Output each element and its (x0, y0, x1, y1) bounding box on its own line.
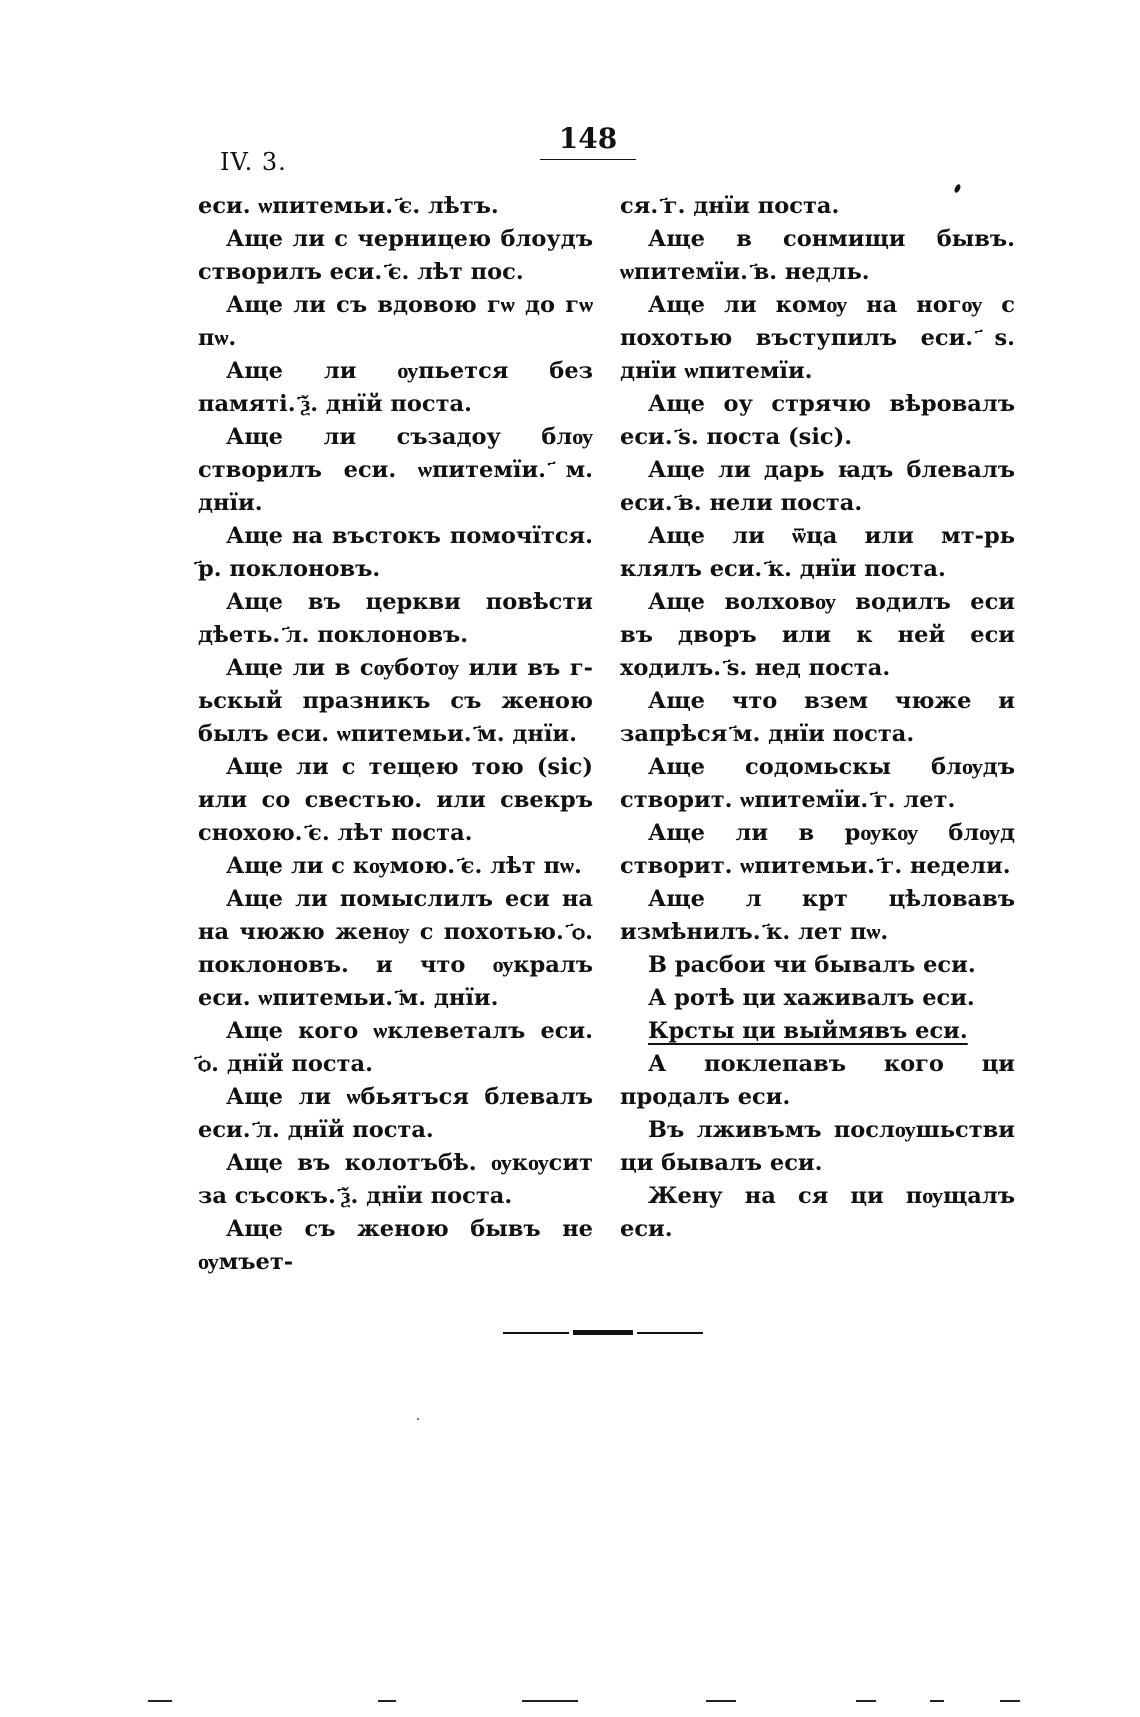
paragraph: Аще ли в рѹкѹ блѹд створит. ѡпитемьи. ҃г. недели. (620, 820, 1015, 879)
paragraph: Аще ли комѹ на ногѹ с похотью въступилъ еси. ҃ѕ. днїи ѡпитемїи. (620, 292, 1015, 384)
paragraph: Аще л крт цѣловавъ измѣнилъ. ҃к. лет пѡ. (620, 886, 1015, 945)
underlined-paragraph: Крсты ци выймявъ еси. (648, 1018, 968, 1044)
paragraph: Въ лживъмъ послѹшьстви ци бывалъ еси. (620, 1117, 1015, 1176)
edge-mark (378, 1700, 396, 1702)
ornament-line-center (573, 1330, 633, 1335)
end-ornament (503, 1329, 703, 1337)
paragraph: Аще ли съ вдовою гѡ до гѡ пѡ. (198, 292, 593, 351)
edge-mark (148, 1700, 172, 1702)
paragraph: Аще ли с кѹмою. ҃є. лѣт пѡ. (226, 853, 582, 879)
paragraph: А ротѣ ци хаживалъ еси. (648, 985, 975, 1011)
paragraph: Аще ли помыслилъ еси на на чюжю женѹ с похотью. ҃ѻ. поклоновъ. и что ѹкралъ еси. ѡпитемьи. ҃м. днїи. (198, 886, 593, 1011)
paragraph: Аще кого ѡклеветалъ еси. ҃ѻ. днїй поста. (198, 1018, 593, 1077)
edge-mark (1000, 1700, 1020, 1702)
edge-mark (930, 1700, 944, 1702)
paragraph: Аще ли ѿца или мт-рь клялъ еси. ҃к. днїи поста. (620, 523, 1015, 582)
ornament-line-left (503, 1332, 569, 1334)
paragraph: Жену на ся ци пѹщалъ еси. (620, 1183, 1015, 1242)
paragraph: Аще ли с тещею тою (sic) или со свестью. или свекръ снохою. ҃є. лѣт поста. (198, 754, 593, 846)
paragraph: Аще ли съзадоу блѹ створилъ еси. ѡпитемїи. ҃м. днїи. (198, 424, 593, 516)
section-marker: IV. 3. (220, 148, 287, 176)
edge-mark (706, 1700, 736, 1702)
paragraph: Аще ли с черницею блоудъ створилъ еси. ҃є. лѣт пос. (198, 226, 593, 285)
ink-dot (417, 1418, 419, 1420)
paragraph: Аще съ женою бывъ не ѹмъет- (198, 1216, 593, 1275)
right-column (620, 190, 1015, 1246)
paragraph: Аще въ церкви повѣсти дѣеть. ҃л. поклоновъ. (198, 589, 593, 648)
paragraph: Аще что взем чюже и запрѣся ҃м. днїи поста. (620, 688, 1015, 747)
edge-mark (856, 1700, 876, 1702)
bottom-edge-marks (0, 1700, 1140, 1704)
paragraph: Аще ли в сѹботѹ или въ г-ьскый празникъ съ женою былъ еси. ѡпитемьи. ҃м. днїи. (198, 655, 593, 747)
paragraph: Аще ли ѹпьется без памяті. ҃ѯ. днїй поста. (198, 358, 593, 417)
paragraph: Аще ли дарь ꙗдъ блевалъ еси. ҃в. нели поста. (620, 457, 1015, 516)
paragraph: В расбои чи бывалъ еси. (648, 952, 976, 978)
paragraph: Аще в сонмищи бывъ. ѡпитемїи. ҃в. недль. (620, 226, 1015, 285)
paragraph: Аще въ колотъбѣ. ѹкѹсит за съсокъ. ҃ѯ. днїи поста. (198, 1150, 593, 1209)
paragraph: Аще содомьскы блѹдъ створит. ѡпитемїи. ҃г. лет. (620, 754, 1015, 813)
paragraph: Аще ли ѡбьятъся блевалъ еси. ҃л. днїй поста. (198, 1084, 593, 1143)
paragraph: Аще волховѹ водилъ еси въ дворъ или к ней еси ходилъ. ҃ѕ. нед поста. (620, 589, 1015, 681)
ornament-line-right (637, 1332, 703, 1334)
paragraph: еси. ѡпитемьи. ҃є. лѣтъ. (198, 193, 499, 219)
paragraph: Аще на въстокъ помочїтся. ҃р. поклоновъ. (198, 523, 593, 582)
left-column (198, 190, 593, 1279)
page-number: 148 (540, 122, 636, 160)
paragraph: ся. ҃г. днїи поста. (620, 193, 840, 219)
paragraph: Аще оу стрячю вѣровалъ еси. ҃ѕ. поста (sic). (620, 391, 1015, 450)
paragraph: А поклепавъ кого ци продалъ еси. (620, 1051, 1015, 1110)
edge-mark (522, 1700, 578, 1702)
